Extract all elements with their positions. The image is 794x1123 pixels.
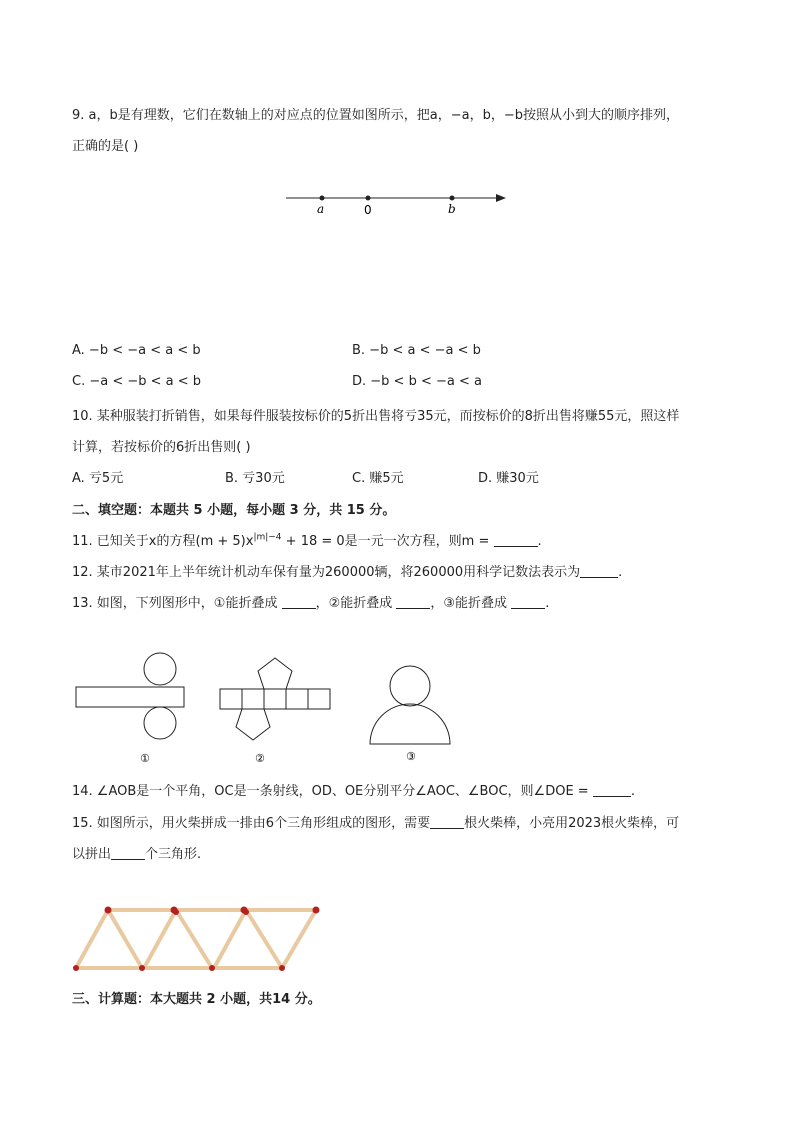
point-a (320, 196, 325, 201)
prism-rectangles (220, 689, 330, 709)
cone-sector (370, 704, 450, 744)
q13-blank-3 (511, 594, 545, 609)
match-head (173, 909, 179, 915)
prism-bottom-pentagon (236, 709, 270, 740)
q11-tail: + 18 = 0是一元一次方程，则m = (281, 534, 494, 549)
q13-blank-2 (396, 594, 430, 609)
label-b: b (448, 202, 456, 216)
section2-heading: 二、填空题：本题共 5 小题，每小题 3 分，共 15 分。 (72, 503, 396, 518)
q13: 13. 如图，下列图形中，①能折叠成 ，②能折叠成 ，③能折叠成 . (72, 596, 550, 611)
match-head (105, 907, 112, 914)
cylinder-rectangle (76, 687, 184, 707)
q9-line1: 9. a，b是有理数，它们在数轴上的对应点的位置如图所示，把a，−a，b，−b按照从小到大的顺序排列， (72, 108, 679, 123)
q9-option-b: B. −b < a < −a < b (352, 343, 481, 358)
q11-text: 11. 已知关于x的方程(m + 5)x (72, 534, 254, 549)
match-head (243, 909, 249, 915)
q14-blank (593, 782, 631, 797)
q11: 11. 已知关于x的方程$(m + 5)x^{|m|-4} + 18 = 0$是一元一次方程，则m = . (72, 532, 542, 549)
q13-blank-1 (282, 594, 316, 609)
label-a: a (317, 202, 325, 216)
q12-blank (580, 563, 618, 578)
q9-line2: 正确的是( ) (72, 139, 139, 154)
q15-line2: 以拼出 个三角形. (72, 847, 202, 862)
q15-line1: 15. 如图所示，用火柴拼成一排由6个三角形组成的图形，需要 根火柴棒，小亮用2023根火柴棒，可 (72, 816, 680, 831)
match-head (139, 965, 145, 971)
q10-line2: 计算，若按标价的6折出售则( ) (72, 440, 251, 455)
q12-text: 12. 某市2021年上半年统计机动车保有量为260000辆，将260000用科学记数法表示为 (72, 565, 581, 580)
point-0 (366, 196, 371, 201)
q15-blank-1 (430, 814, 464, 829)
q10-option-b: B. 亏30元 (225, 471, 285, 486)
q9-option-c: C. −a < −b < a < b (72, 374, 202, 389)
cylinder-top-circle (144, 653, 176, 685)
arrow-icon (496, 194, 506, 202)
section3-heading: 三、计算题：本大题共 2 小题，共14 分。 (72, 992, 321, 1007)
q14-text: 14. ∠AOB是一个平角，OC是一条射线，OD、OE分别平分∠AOC、∠BOC，则∠DOE = (72, 784, 593, 799)
cone-base-circle (390, 666, 430, 706)
point-b (450, 196, 455, 201)
q14: 14. ∠AOB是一个平角，OC是一条射线，OD、OE分别平分∠AOC、∠BOC，则∠DOE = . (72, 784, 635, 799)
q9-option-a: A. −b < −a < a < b (72, 343, 201, 358)
prism-top-pentagon (258, 658, 292, 689)
q15-blank-2 (111, 845, 145, 860)
q10-option-a: A. 亏5元 (72, 471, 124, 486)
match-head (209, 965, 215, 971)
match-head (279, 965, 285, 971)
match-head (73, 965, 79, 971)
cylinder-bottom-circle (144, 707, 176, 739)
q10-line1: 10. 某种服装打折销售，如果每件服装按标价的5折出售将亏35元，而按标价的8折出售将赚55元，照这样 (72, 409, 680, 424)
q11-exponent: |m|−4 (253, 532, 282, 543)
matchstick-figure (70, 902, 330, 976)
match-head (313, 907, 320, 914)
net-label-3: ③ (406, 750, 416, 763)
q12: 12. 某市2021年上半年统计机动车保有量为260000辆，将260000用科学记数法表示为 . (72, 565, 623, 580)
q11-blank (494, 532, 538, 547)
net-label-2: ② (255, 752, 265, 765)
label-0: 0 (364, 203, 372, 217)
net-label-1: ① (140, 752, 150, 765)
q10-option-c: C. 赚5元 (352, 471, 404, 486)
nets-figure (70, 650, 470, 770)
q9-option-d: D. −b < b < −a < a (352, 374, 482, 389)
q10-option-d: D. 赚30元 (478, 471, 539, 486)
number-line-figure (280, 186, 520, 220)
